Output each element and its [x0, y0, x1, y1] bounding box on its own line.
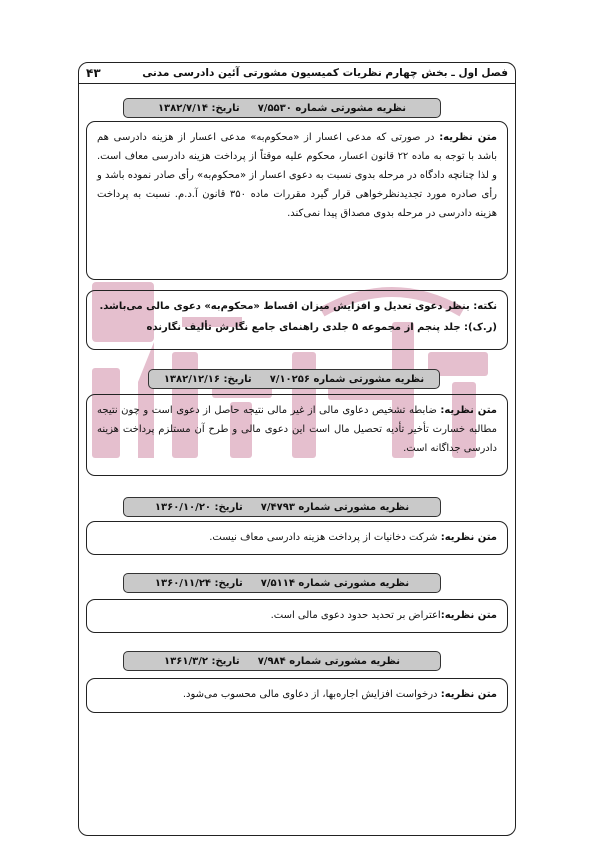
opinion-header-5	[123, 651, 441, 671]
note-box	[86, 290, 508, 350]
opinion-header-4	[123, 573, 441, 593]
opinion-text: ضابطه تشخیص دعاوی مالی از غیر مالی نتیجه حاصل از دعوی است و چون نتیجه مطالبه خسارت تأخیر تأدیه تحصیل مال است این دعوی مالی و طرح آن مستلزم پرداخت هزینه دادرسی جداگانه است.	[97, 405, 497, 454]
page-number: ۴۳	[86, 65, 101, 80]
note-line-1: نکته: بنظر دعوی تعدیل و افزایش میزان اقساط «محکوم‌به» دعوی مالی می‌باشد.	[99, 301, 497, 312]
opinion-text-box-5	[86, 678, 508, 713]
opinion-header-1	[123, 98, 441, 118]
opinion-text: درخواست افزایش اجاره‌بها، از دعاوی مالی محسوب می‌شود.	[182, 689, 441, 700]
opinion-text-label: متن نظریه:	[440, 532, 497, 543]
opinion-number: نظریه مشورتی شماره ۷/۵۵۳۰	[257, 102, 407, 114]
page-header	[78, 62, 516, 84]
opinion-text: در صورتی که مدعی اعسار از «محکوم‌به» مدعی اعسار از هزینه دادرسی هم باشد با توجه به ماده ۲۲ قانون اعسار، محکوم علیه موقتاً از پرداخت هزینه دادرسی معاف است. و لذا چنانچه دادگاه در مرحله بدوی نسبت به دعوی اعسار از «محکوم‌به» رأی صادر نموده باشد و رأی صادره مورد تجدیدنظرخواهی قرار گیرد مقررات ماده ۳۵۰ قانون آ.د.م. نسبت به پرداخت هزینه دادرسی در مرحله بدوی مصداق پیدا نمی‌کند.	[97, 132, 498, 219]
opinion-text-box-1	[86, 121, 508, 280]
opinion-number: نظریه مشورتی شماره ۷/۹۸۴	[257, 655, 400, 667]
opinion-number: نظریه مشورتی شماره ۷/۵۱۱۴	[260, 577, 410, 589]
opinion-text-label: متن نظریه:	[440, 689, 497, 700]
opinion-header-2	[148, 369, 440, 389]
opinion-date: تاریخ: ۱۳۶۰/۱۱/۲۴	[154, 577, 243, 589]
opinion-date: تاریخ: ۱۳۸۲/۱۲/۱۶	[163, 373, 252, 385]
opinion-text-box-3	[86, 521, 508, 555]
note-line-2: (ر.ک): جلد پنجم از مجموعه ۵ جلدی راهنمای جامع نگارش تألیف نگارنده	[146, 322, 497, 333]
opinion-text-label: متن نظریه:	[440, 610, 497, 621]
opinion-date: تاریخ: ۱۳۶۰/۱۰/۲۰	[154, 501, 243, 513]
opinion-text-box-4	[86, 599, 508, 633]
opinion-date: تاریخ: ۱۳۶۱/۳/۲	[164, 655, 240, 667]
opinion-number: نظریه مشورتی شماره ۷/۱۰۲۵۶	[269, 373, 425, 385]
header-title: فصل اول ـ بخش چهارم نظریات کمیسیون مشورتی آئین دادرسی مدنی	[142, 66, 508, 79]
opinion-header-3	[123, 497, 441, 517]
opinion-text: اعتراض بر تحدید حدود دعوی مالی است.	[270, 610, 441, 621]
opinion-text-box-2	[86, 394, 508, 476]
opinion-number: نظریه مشورتی شماره ۷/۴۷۹۳	[260, 501, 410, 513]
opinion-date: تاریخ: ۱۳۸۲/۷/۱۴	[157, 102, 240, 114]
opinion-text: شرکت دخانیات از پرداخت هزینه دادرسی معاف نیست.	[209, 532, 441, 543]
opinion-text-label: متن نظریه:	[439, 132, 497, 143]
opinion-text-label: متن نظریه:	[440, 405, 497, 416]
